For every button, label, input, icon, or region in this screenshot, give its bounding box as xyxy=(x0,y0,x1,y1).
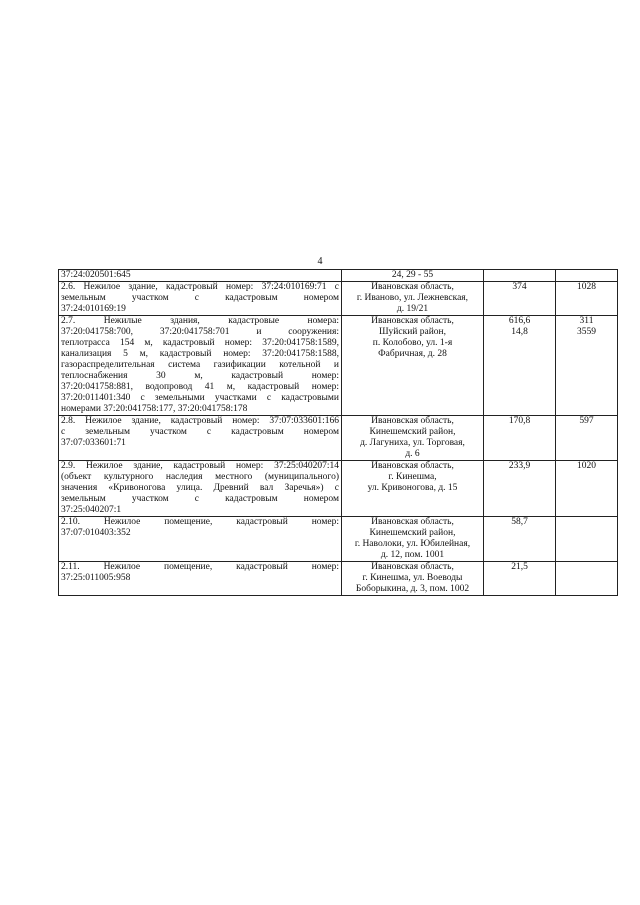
address-line: Кинешемский район, xyxy=(369,427,456,437)
property-table xyxy=(58,269,618,596)
value-cell xyxy=(556,562,618,596)
area-cell xyxy=(484,461,556,517)
description-line: значения «Кривоногова улица. Древний вал Заречья») с xyxy=(61,483,339,493)
address-line: Боборыкина, д. 3, пом. 1002 xyxy=(355,584,470,594)
description-line: канализация 5 м, кадастровый номер: 37:20:041758:1588, xyxy=(61,349,339,359)
description-cell xyxy=(59,562,342,596)
description-line: земельным участком с кадастровым номером xyxy=(61,293,339,303)
area-line: 58,7 xyxy=(511,517,528,527)
value-line: 3559 xyxy=(577,327,596,337)
address-line: Ивановская область, xyxy=(371,517,454,527)
page-number: 4 xyxy=(317,256,323,267)
address-line: Ивановская область, xyxy=(371,282,454,292)
description-line: 37:25:040207:1 xyxy=(61,505,122,515)
description-line: 2.9. Нежилое здание, кадастровый номер: 37:25:040207:14 xyxy=(61,461,339,471)
description-line: 2.8. Нежилое здание, кадастровый номер: 37:07:033601:166 xyxy=(61,416,339,426)
description-line: 2.11. Нежилое помещение, кадастровый номер: xyxy=(61,562,339,572)
value-cell xyxy=(556,416,618,461)
address-cell xyxy=(342,416,484,461)
description-cell xyxy=(59,270,342,282)
area-line: 374 xyxy=(512,282,527,292)
address-cell xyxy=(342,461,484,517)
address-line: д. 12, пом. 1001 xyxy=(380,550,445,560)
address-line: Ивановская область, xyxy=(371,416,454,426)
description-line: 37:20:011401:340 с земельными участками с кадастровыми xyxy=(61,393,339,403)
description-line: 2.7. Нежилые здания, кадастровые номера: xyxy=(61,316,339,326)
property-table-body xyxy=(59,270,618,596)
description-line: 37:25:011005:958 xyxy=(61,573,131,583)
address-cell xyxy=(342,562,484,596)
table-row xyxy=(59,316,618,416)
address-cell xyxy=(342,316,484,416)
area-line: 14,8 xyxy=(511,327,528,337)
address-cell xyxy=(342,517,484,562)
area-line: 616,6 xyxy=(508,316,531,326)
address-line: д. Лагуниха, ул. Торговая, xyxy=(360,438,465,448)
description-line: 37:20:041758:700, 37:20:041758:701 и сооружения: xyxy=(61,327,339,337)
description-line: 37:20:041758:881, водопровод 41 м, кадастровый номер: xyxy=(61,382,339,392)
description-line: (объект культурного наследия местного (муниципального) xyxy=(61,472,339,482)
area-cell xyxy=(484,517,556,562)
table-row xyxy=(59,270,618,282)
description-cell xyxy=(59,517,342,562)
description-line: 37:24:010169:19 xyxy=(61,304,126,314)
value-cell xyxy=(556,461,618,517)
address-line: г. Кинешма, xyxy=(388,472,437,482)
value-line: 311 xyxy=(579,316,594,326)
description-line: 37:07:033601:71 xyxy=(61,438,126,448)
area-cell xyxy=(484,416,556,461)
address-line: п. Колобово, ул. 1-я xyxy=(372,338,453,348)
description-line: 37:24:020501:645 xyxy=(61,270,131,280)
description-cell xyxy=(59,282,342,316)
description-cell xyxy=(59,416,342,461)
description-line: земельным участком с кадастровым номером xyxy=(61,494,339,504)
area-cell xyxy=(484,562,556,596)
address-line: 24, 29 - 55 xyxy=(391,270,434,280)
address-line: Фабричная, д. 28 xyxy=(378,349,447,359)
area-line: 233,9 xyxy=(508,461,531,471)
description-line: 37:07:010403:352 xyxy=(61,528,131,538)
address-line: г. Наволоки, ул. Юбилейная, xyxy=(354,539,471,549)
description-line: теплоснабжения 30 м, кадастровый номер: xyxy=(61,371,339,381)
description-line: теплотрасса 154 м, кадастровый номер: 37:20:041758:1589, xyxy=(61,338,339,348)
address-line: Ивановская область, xyxy=(371,562,454,572)
value-line: 1028 xyxy=(577,282,596,292)
value-line: 1020 xyxy=(577,461,596,471)
area-line: 170,8 xyxy=(508,416,531,426)
table-row xyxy=(59,461,618,517)
description-line: газораспределительная система газификации котельной и xyxy=(61,360,339,370)
area-cell xyxy=(484,282,556,316)
address-line: г. Кинешма, ул. Воеводы xyxy=(362,573,463,583)
address-line: Ивановская область, xyxy=(371,461,454,471)
description-line: 2.10. Нежилое помещение, кадастровый номер: xyxy=(61,517,339,527)
description-line: 2.6. Нежилое здание, кадастровый номер: 37:24:010169:71 с xyxy=(61,282,339,292)
address-line: г. Иваново, ул. Лежневская, xyxy=(356,293,469,303)
address-line: Ивановская область, xyxy=(371,316,454,326)
value-cell xyxy=(556,282,618,316)
value-line: 597 xyxy=(579,416,594,426)
address-cell xyxy=(342,282,484,316)
area-cell xyxy=(484,270,556,282)
address-line: д. 19/21 xyxy=(396,304,429,314)
table-row xyxy=(59,562,618,596)
value-cell xyxy=(556,316,618,416)
description-cell xyxy=(59,461,342,517)
table-row xyxy=(59,282,618,316)
value-cell xyxy=(556,270,618,282)
table-row xyxy=(59,416,618,461)
area-cell xyxy=(484,316,556,416)
address-line: д. 6 xyxy=(405,449,420,459)
description-line: с земельным участком с кадастровым номером xyxy=(61,427,339,437)
address-cell xyxy=(342,270,484,282)
description-cell xyxy=(59,316,342,416)
table-row xyxy=(59,517,618,562)
value-cell xyxy=(556,517,618,562)
description-line: номерами 37:20:041758:177, 37:20:041758:178 xyxy=(61,404,248,414)
address-line: Кинешемский район, xyxy=(369,528,456,538)
address-line: ул. Кривоногова, д. 15 xyxy=(367,483,458,493)
address-line: Шуйский район, xyxy=(378,327,447,337)
area-line: 21,5 xyxy=(511,562,528,572)
